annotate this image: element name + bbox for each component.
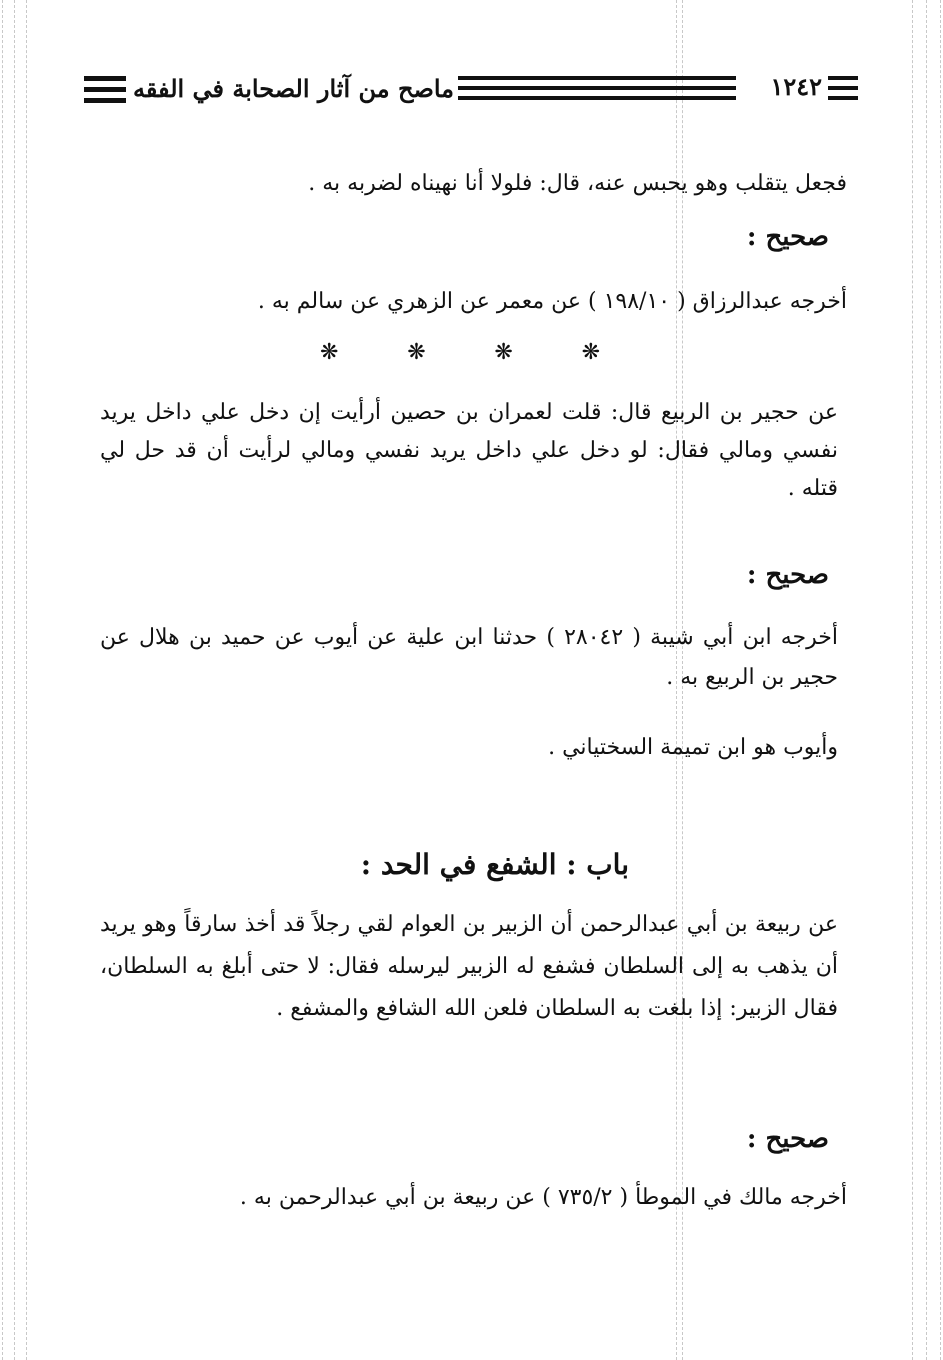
scan-guide-line — [926, 0, 927, 1360]
page-header — [88, 68, 858, 112]
header-rule-middle — [458, 76, 736, 106]
grade-heading: صحيح : — [746, 222, 829, 252]
star-ornament-icon: ❋ — [581, 340, 600, 365]
book-title: ماصح من آثار الصحابة في الفقه — [133, 74, 454, 103]
scan-guide-line — [14, 0, 15, 1360]
star-ornament-icon: ❋ — [320, 340, 339, 365]
athar-text: عن ربيعة بن أبي عبدالرحمن أن الزبير بن العوام لقي رجلاً قد أخذ سارقاً وهو يريد أن يذهب به إلى السلطان فشفع له الزبير ليرسله فقال: لا حتى أبلغ به السلطان، فقال الزبير: إذا بلغت به السلطان فلعن الله الشافع والمشفع . — [100, 912, 838, 1021]
takhrij-text: أخرجه ابن أبي شيبة ( ٢٨٠٤٢ ) حدثنا ابن علية عن أيوب عن حميد بن هلال عن حجير بن الربيع به . — [100, 625, 839, 690]
chapter-title: باب : الشفع في الحد : — [360, 848, 629, 881]
narrator-note: وأيوب هو ابن تميمة السختياني . — [548, 735, 838, 760]
takhrij-text: أخرجه عبدالرزاق ( ١٩٨/١٠ ) عن معمر عن الزهري عن سالم به . — [257, 289, 847, 314]
star-ornament-icon: ❋ — [407, 340, 426, 365]
takhrij-text: أخرجه مالك في الموطأ ( ٧٣٥/٢ ) عن ربيعة بن أبي عبدالرحمن به . — [239, 1185, 847, 1210]
header-rule-right — [828, 76, 858, 106]
star-ornament-icon: ❋ — [494, 340, 513, 365]
scan-guide-line — [26, 0, 27, 1360]
section-separator — [320, 340, 600, 365]
scan-guide-line — [940, 0, 941, 1360]
header-rule-left — [84, 76, 126, 106]
grade-heading: صحيح : — [746, 1124, 829, 1154]
athar-text: فجعل يتقلب وهو يحبس عنه، قال: فلولا أنا نهيناه لضربه به . — [308, 171, 847, 196]
page-number: ١٢٤٢ — [770, 72, 822, 101]
scan-guide-line — [912, 0, 913, 1360]
grade-heading: صحيح : — [746, 560, 829, 590]
athar-text: عن حجير بن الربيع قال: قلت لعمران بن حصين أرأيت إن دخل علي داخل يريد نفسي ومالي فقال: لو دخل علي داخل يريد نفسي ومالي لرأيت أن قد حل لي قتله . — [100, 400, 838, 501]
scan-guide-line — [2, 0, 3, 1360]
